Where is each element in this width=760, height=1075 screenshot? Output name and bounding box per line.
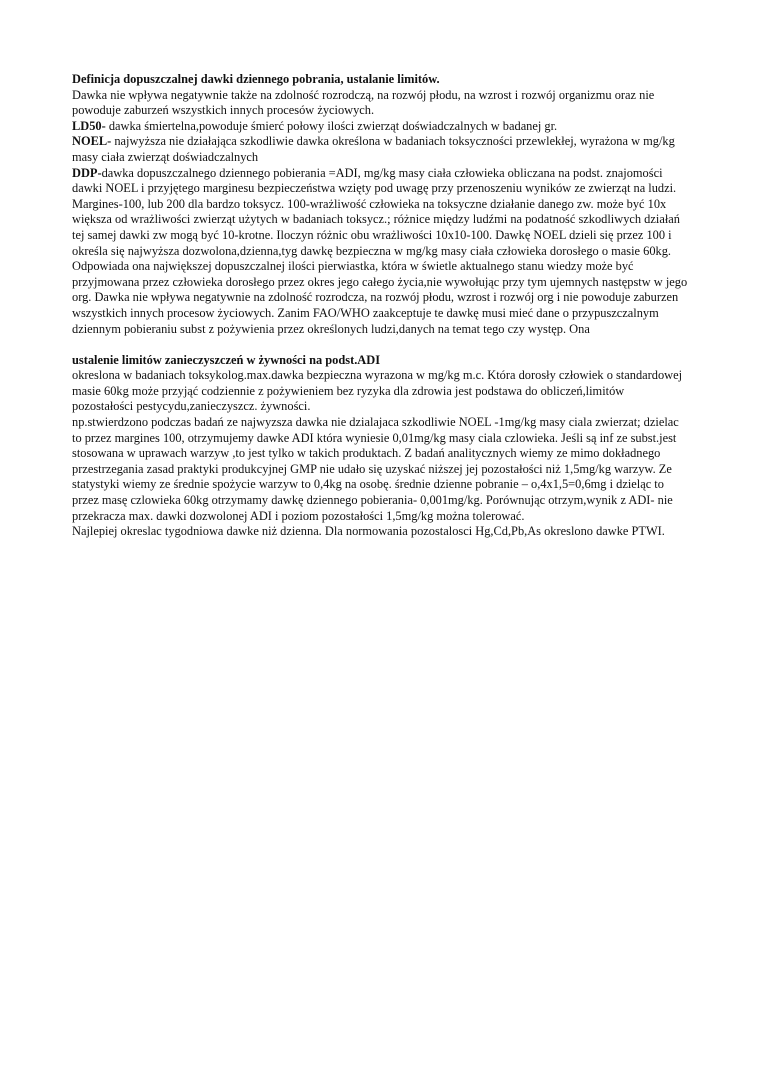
section1-intro: Dawka nie wpływa negatywnie także na zdolność rozrodczą, na rozwój płodu, na wzrost i rozwój organizmu oraz nie powoduje zaburzeń wszystkich innych procesów życiowych.	[72, 87, 655, 118]
ddp-term: DDP-	[72, 165, 102, 180]
section2-heading: ustalenie limitów zanieczyszczeń w żywności na podst.ADI	[72, 352, 381, 367]
ld50-definition	[72, 119, 688, 135]
section-gap	[72, 337, 688, 353]
document-page	[72, 72, 688, 540]
ld50-text: dawka śmiertelna,powoduje śmierć połowy ilości zwierząt doświadczalnych w badanej gr.	[105, 118, 558, 133]
section1-heading: Definicja dopuszczalnej dawki dziennego pobrania, ustalanie limitów.	[72, 72, 440, 86]
noel-term: NOEL-	[72, 134, 112, 149]
section2-paragraph-2: np.stwierdzono podczas badań ze najwyzsza dawka nie dzialajaca szkodliwie NOEL -1mg/kg masy ciala zwierzat; dzielac to przez margines 100, otrzymujemy dawke ADI która wyniesie 0,01mg/kg masy ciala czlowieka. Jeśli są inf ze subst.jest stosowana w uprawach warzyw ,to jest tylko w takich produktach. Z badań analitycznych wiemy ze mimo dokładnego przestrzegania zasad praktyki produkcyjnej GMP nie udało się uzyskać niższej jej pozostałości niż 1,5mg/kg warzyw. Ze statystyki wiemy ze średnie spożycie warzyw to 0,4kg na osobę. średnie dzienne pobranie – o,4x1,5=0,6mg i dzieląc to przez masę czlowieka 60kg otrzymamy dawkę dziennego pobierania- 0,001mg/kg. Porównując otrzym,wynik z ADI- nie przekracza max. dawki dozwolonej ADI i poziom pozostałości 1,5mg/kg można tolerować.	[72, 415, 679, 523]
noel-text: najwyższa nie działająca szkodliwie dawka określona w badaniach toksyczności przewlekłej, wyrażona w mg/kg masy ciała zwierząt doświadczalnych	[72, 134, 675, 164]
ddp-text: dawka dopuszczalnego dziennego pobierania =ADI, mg/kg masy ciała człowieka obliczana na podst. znajomości dawki NOEL i przyjętego marginesu bezpieczeństwa wzięty pod uwagę przy przenoszeniu wyników ze zwierząt na ludzi. Margines-100, lub 200 dla bardzo toksycz. 100-wrażliwość człowieka na toksyczne działanie danego zw. może być 10x większa od wrażliwości zwierząt użytych w badaniach toksycz.; różnice między ludźmi na podatność szkodliwych działań tej samej dawki zw mogą być 10-krotne. Iloczyn różnic obu wrażliwości 10x10-100. Dawkę NOEL dzieli się przez 100 i określa się najwyższa dozwolona,dzienna,tyg dawkę bezpieczna w mg/kg masy ciała człowieka dorosłego o masie 60kg. Odpowiada ona największej dopuszczalnej ilości pierwiastka, która w świetle aktualnego stanu wiedzy może być przyjmowana przez człowieka dorosłego przez okres jego całego życia,nie wywołując przy tym ujemnych następstw w jego org. Dawka nie wpływa negatywnie na zdolność rozrodcza, na rozwój płodu, wzrost i rozwój org i nie powoduje zaburzen wszystkich innych procesow życiowych. Zanim FAO/WHO zaakceptuje te dawkę musi mieć dane o przypuszczalnym dziennym pobieraniu subst z pożywienia przez określonych ludzi,danych na temat tego czy występ. Ona	[72, 165, 688, 336]
ld50-term: LD50-	[72, 118, 106, 133]
section2-paragraph-1: okreslona w badaniach toksykolog.max.dawka bezpieczna wyrazona w mg/kg m.c. Która dorosły człowiek o standardowej masie 60kg może przyjąć codziennie z pożywieniem bez ryzyka dla zdrowia jest podstawa do obliczeń,limitów pozostałości pestycydu,zanieczyszcz. żywności.	[72, 368, 683, 414]
noel-definition	[72, 134, 688, 165]
section2-paragraph-3: Najlepiej okreslac tygodniowa dawke niż dzienna. Dla normowania pozostalosci Hg,Cd,Pb,As okreslono dawke PTWI.	[72, 524, 665, 539]
ddp-definition	[72, 166, 688, 338]
